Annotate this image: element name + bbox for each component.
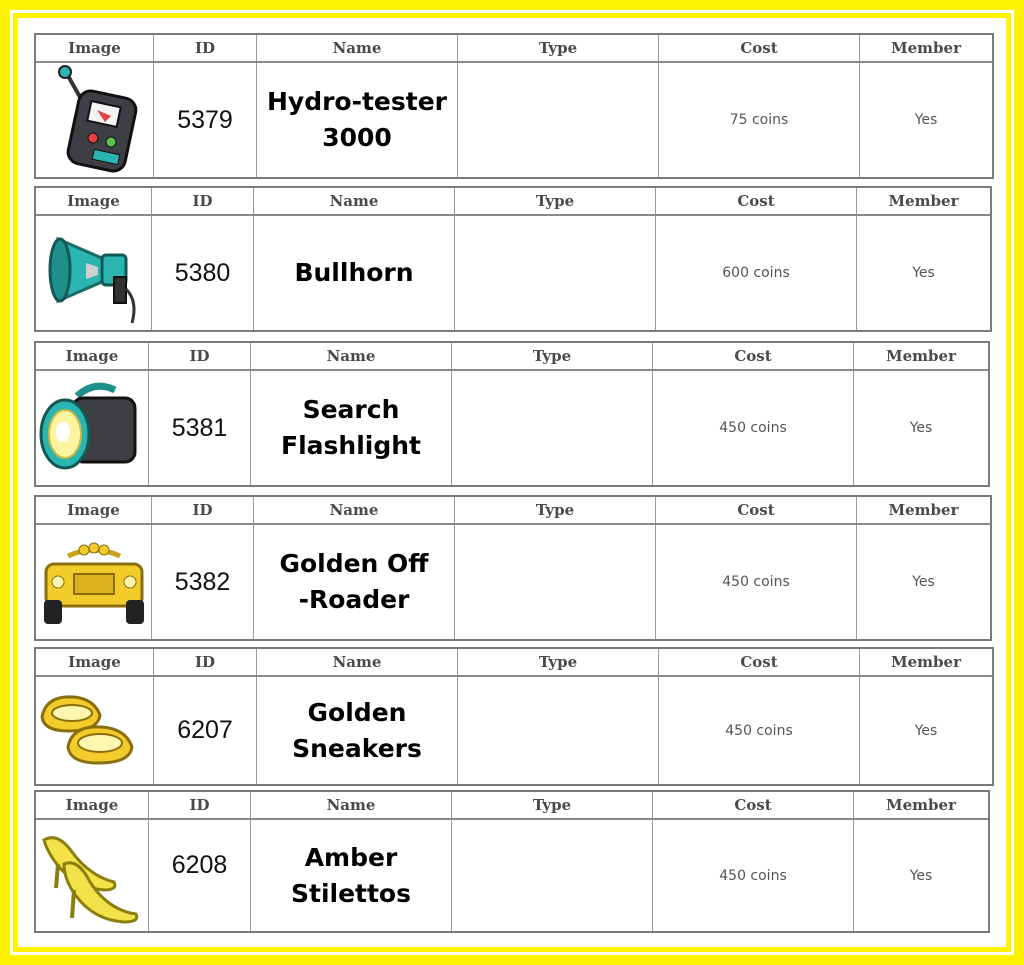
id-cell bbox=[152, 216, 254, 330]
item-name: Search Flashlight bbox=[281, 395, 421, 460]
cost-cell bbox=[659, 677, 860, 784]
header-name: Name bbox=[257, 35, 458, 61]
item-id: 6208 bbox=[171, 851, 228, 879]
table-header bbox=[36, 649, 992, 677]
golden-car-icon bbox=[36, 525, 151, 639]
table-row bbox=[36, 820, 988, 931]
cost-cell bbox=[656, 525, 857, 639]
item-table-5 bbox=[34, 647, 994, 786]
header-cost: Cost bbox=[653, 343, 854, 369]
item-table-2 bbox=[34, 186, 992, 332]
bullhorn-icon bbox=[36, 216, 151, 330]
item-member: Yes bbox=[912, 574, 935, 590]
header-image: Image bbox=[36, 792, 149, 818]
table-row bbox=[36, 63, 992, 177]
image-cell bbox=[36, 216, 152, 330]
header-name: Name bbox=[254, 188, 455, 214]
item-id: 5379 bbox=[177, 105, 233, 134]
header-image: Image bbox=[36, 497, 152, 523]
item-member: Yes bbox=[914, 112, 938, 128]
item-name: Amber Stilettos bbox=[290, 842, 411, 908]
table-header bbox=[36, 35, 992, 63]
header-id: ID bbox=[149, 343, 251, 369]
flashlight-icon bbox=[36, 371, 148, 485]
name-cell bbox=[257, 63, 458, 177]
table-row bbox=[36, 525, 990, 639]
item-id: 6207 bbox=[177, 716, 233, 744]
item-cost: 450 coins bbox=[719, 867, 787, 884]
item-table-1 bbox=[34, 33, 994, 179]
image-cell bbox=[36, 63, 154, 177]
cost-cell bbox=[656, 216, 857, 330]
item-name: Golden Off -Roader bbox=[279, 549, 429, 614]
item-cost: 600 coins bbox=[722, 265, 790, 281]
id-cell bbox=[154, 677, 257, 784]
id-cell bbox=[149, 371, 251, 485]
table-header bbox=[36, 497, 990, 525]
header-member: Member bbox=[888, 501, 959, 519]
name-cell bbox=[257, 677, 458, 784]
cost-cell bbox=[653, 820, 854, 931]
header-type: Type bbox=[458, 35, 659, 61]
cost-cell bbox=[653, 371, 854, 485]
header-id: ID bbox=[152, 497, 254, 523]
type-cell bbox=[452, 820, 653, 931]
name-cell bbox=[251, 820, 452, 931]
item-cost: 450 coins bbox=[719, 420, 787, 436]
header-type: Type bbox=[455, 497, 656, 523]
type-cell bbox=[458, 677, 659, 784]
image-cell bbox=[36, 525, 152, 639]
header-member: Member bbox=[891, 39, 961, 57]
header-id: ID bbox=[152, 188, 254, 214]
type-cell bbox=[455, 525, 656, 639]
header-name: Name bbox=[254, 497, 455, 523]
member-cell bbox=[860, 63, 992, 177]
cost-cell bbox=[659, 63, 860, 177]
id-cell bbox=[152, 525, 254, 639]
header-image: Image bbox=[36, 343, 149, 369]
member-cell bbox=[854, 371, 988, 485]
header-cost: Cost bbox=[659, 649, 860, 675]
member-cell bbox=[860, 677, 992, 784]
table-header bbox=[36, 188, 990, 216]
image-cell bbox=[36, 677, 154, 784]
table-row bbox=[36, 371, 988, 485]
header-name: Name bbox=[251, 792, 452, 818]
table-row bbox=[36, 677, 992, 784]
stilettos-icon bbox=[36, 820, 148, 931]
header-id: ID bbox=[154, 35, 257, 61]
item-cost: 450 coins bbox=[722, 574, 790, 590]
table-header bbox=[36, 792, 988, 820]
type-cell bbox=[458, 63, 659, 177]
header-type: Type bbox=[455, 188, 656, 214]
header-member: Member bbox=[888, 192, 959, 210]
header-image: Image bbox=[36, 188, 152, 214]
item-member: Yes bbox=[914, 722, 938, 739]
type-cell bbox=[452, 371, 653, 485]
item-table-6 bbox=[34, 790, 990, 933]
item-name: Golden Sneakers bbox=[292, 697, 422, 763]
item-table-3 bbox=[34, 341, 990, 487]
image-cell bbox=[36, 820, 149, 931]
member-cell bbox=[854, 820, 988, 931]
table-header bbox=[36, 343, 988, 371]
type-cell bbox=[455, 216, 656, 330]
item-member: Yes bbox=[912, 265, 935, 281]
header-id: ID bbox=[154, 649, 257, 675]
header-member: Member bbox=[891, 653, 961, 671]
id-cell bbox=[149, 820, 251, 931]
header-type: Type bbox=[458, 649, 659, 675]
item-id: 5380 bbox=[174, 258, 231, 287]
header-cost: Cost bbox=[656, 497, 857, 523]
header-member: Member bbox=[886, 796, 956, 814]
header-image: Image bbox=[36, 649, 154, 675]
item-cost: 75 coins bbox=[729, 112, 789, 128]
item-member: Yes bbox=[909, 867, 933, 884]
item-id: 5381 bbox=[171, 413, 228, 442]
table-row bbox=[36, 216, 990, 330]
header-member: Member bbox=[886, 347, 956, 365]
member-cell bbox=[857, 525, 990, 639]
header-name: Name bbox=[257, 649, 458, 675]
item-name: Hydro-tester 3000 bbox=[266, 87, 448, 152]
name-cell bbox=[254, 525, 455, 639]
name-cell bbox=[251, 371, 452, 485]
item-table-4 bbox=[34, 495, 992, 641]
item-id: 5382 bbox=[174, 567, 231, 596]
item-cost: 450 coins bbox=[725, 722, 793, 739]
item-member: Yes bbox=[909, 420, 933, 436]
header-cost: Cost bbox=[653, 792, 854, 818]
name-cell bbox=[254, 216, 455, 330]
id-cell bbox=[154, 63, 257, 177]
header-type: Type bbox=[452, 343, 653, 369]
hydro-tester-icon bbox=[36, 63, 153, 177]
header-image: Image bbox=[36, 35, 154, 61]
golden-sneakers-icon bbox=[36, 677, 153, 784]
image-cell bbox=[36, 371, 149, 485]
header-type: Type bbox=[452, 792, 653, 818]
header-cost: Cost bbox=[659, 35, 860, 61]
member-cell bbox=[857, 216, 990, 330]
header-cost: Cost bbox=[656, 188, 857, 214]
header-id: ID bbox=[149, 792, 251, 818]
item-name: Bullhorn bbox=[294, 258, 414, 287]
header-name: Name bbox=[251, 343, 452, 369]
